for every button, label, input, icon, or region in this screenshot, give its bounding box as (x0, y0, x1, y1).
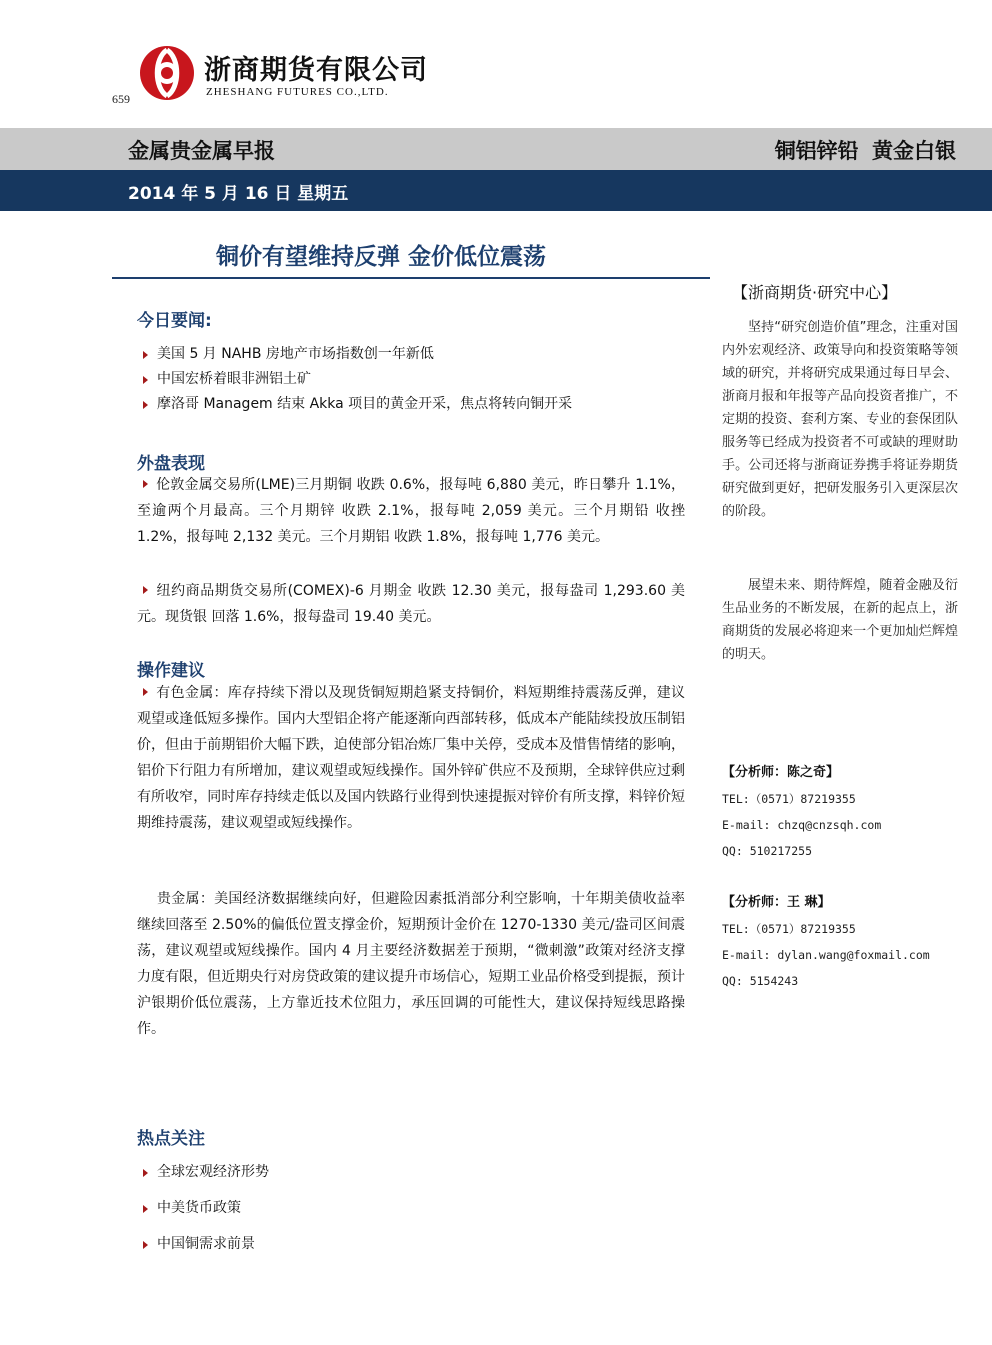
analyst-name: 【分析师：王 琳】 (722, 895, 831, 910)
analyst-email: E-mail: dylan.wang@foxmail.com (722, 948, 930, 962)
analyst-tel: TEL:（0571）87219355 (722, 922, 856, 936)
focus-section-title: 热点关注 (137, 1129, 205, 1149)
headline-rule (112, 277, 710, 279)
news-section-title: 今日要闻: (137, 311, 212, 331)
bullet-triangle-icon (143, 1241, 148, 1249)
company-name-cn: 浙商期货有限公司 (204, 55, 428, 86)
analyst-qq: QQ: 5154243 (722, 974, 799, 988)
report-title-band (0, 128, 992, 170)
analyst-card (722, 890, 958, 994)
company-logo (138, 44, 428, 106)
bullet-triangle-icon (143, 401, 148, 409)
list-item: 全球宏观经济形势 (137, 1160, 685, 1185)
zheshang-emblem-icon (138, 44, 196, 102)
report-date: 2014 年 5 月 16 日 星期五 (128, 184, 349, 204)
overseas-paragraph-comex: 纽约商品期货交易所(COMEX)-6 月期金 收跌 12.30 美元，报每盎司 1,293.60 美元。现货银 回落 1.6%，报每盎司 19.40 美元。 (137, 583, 685, 625)
report-name: 金属贵金属早报 (128, 139, 275, 163)
sidebar-outlook: 展望未来、期待辉煌，随着金融及衍生品业务的不断发展，在新的起点上，浙商期货的发展必将迎来一个更加灿烂辉煌的明天。 (722, 578, 958, 662)
analyst-tel: TEL:（0571）87219355 (722, 792, 856, 806)
advice-section-title: 操作建议 (137, 661, 205, 681)
bullet-triangle-icon (143, 1205, 148, 1213)
report-tags: 铜铝锌铅 黄金白银 (774, 139, 956, 163)
focus-list (137, 1160, 685, 1257)
list-item: 摩洛哥 Managem 结束 Akka 项目的黄金开采，焦点将转向铜开采 (137, 392, 685, 417)
analyst-qq: QQ: 510217255 (722, 844, 813, 858)
advice-paragraph-base-metals: 有色金属：库存持续下滑以及现货铜短期趋紧支持铜价，料短期维持震荡反弹，建议观望或逢低短多操作。国内大型铝企将产能逐渐向西部转移，低成本产能陆续投放压制铝价，但由于前期铝价大幅下跌，迫使部分铝冶炼厂集中关停，受成本及惜售情绪的影响，铝价下行阻力有所增加，建议观望或短线操作。国外锌矿供应不及预期，全球锌供应过剩有所收窄，同时库存持续走低以及国内铁路行业得到快速提振对锌价有所支撑，料锌价短期维持震荡，建议观望或短线操作。 (137, 685, 685, 831)
list-item: 美国 5 月 NAHB 房地产市场指数创一年新低 (137, 342, 685, 367)
bullet-triangle-icon (143, 1169, 148, 1177)
headline: 铜价有望维持反弹 金价低位震荡 (216, 244, 547, 270)
analyst-name: 【分析师：陈之奇】 (722, 765, 840, 780)
analyst-card (722, 760, 958, 864)
list-item: 中国宏桥着眼非洲铝土矿 (137, 367, 685, 392)
list-item: 中美货币政策 (137, 1196, 685, 1221)
report-date-band (0, 170, 992, 211)
sidebar-title: 【浙商期货·研究中心】 (732, 283, 898, 302)
bullet-triangle-icon (143, 376, 148, 384)
bullet-triangle-icon (143, 586, 148, 594)
news-list (137, 342, 685, 417)
bullet-triangle-icon (143, 688, 148, 696)
list-item: 中国铜需求前景 (137, 1232, 685, 1257)
advice-paragraph-precious-metals: 贵金属：美国经济数据继续向好，但避险因素抵消部分利空影响，十年期美债收益率继续回落至 2.50%的偏低位置支撑金价，短期预计金价在 1270-1330 美元/盎司区间震荡，建议观望或短线操作。国内 4 月主要经济数据差于预期，“微刺激”政策对经济支撑力度有限，但近期央行对房贷政策的建议提升市场信心，短期工业品价格受到提振，预计沪银期价低位震荡，上方靠近技术位阻力，承压回调的可能性大，建议保持短线思路操作。 (137, 891, 685, 1037)
bullet-triangle-icon (143, 480, 148, 488)
sidebar-intro: 坚持“研究创造价值”理念，注重对国内外宏观经济、政策导向和投资策略等领域的研究，并将研究成果通过每日早会、浙商月报和年报等产品向投资者推广，不定期的投资、套利方案、专业的套保团队服务等已经成为投资者不可或缺的理财助手。公司还将与浙商证券携手将证券期货研究做到更好，把研发服务引入更深层次的阶段。 (722, 320, 958, 519)
overseas-paragraph-lme: 伦敦金属交易所(LME)三月期铜 收跌 0.6%，报每吨 6,880 美元，昨日攀升 1.1%，至逾两个月最高。三个月期锌 收跌 2.1%，报每吨 2,059 美元。三个月期铅 收挫 1.2%，报每吨 2,132 美元。三个月期铝 收跌 1.8%，报每吨 1,776 美元。 (137, 477, 685, 545)
overseas-section-title: 外盘表现 (137, 454, 205, 474)
bullet-triangle-icon (143, 351, 148, 359)
analyst-email: E-mail: chzq@cnzsqh.com (722, 818, 882, 832)
page-number: 659 (112, 92, 130, 106)
company-name-en: ZHESHANG FUTURES CO.,LTD. (206, 86, 389, 98)
